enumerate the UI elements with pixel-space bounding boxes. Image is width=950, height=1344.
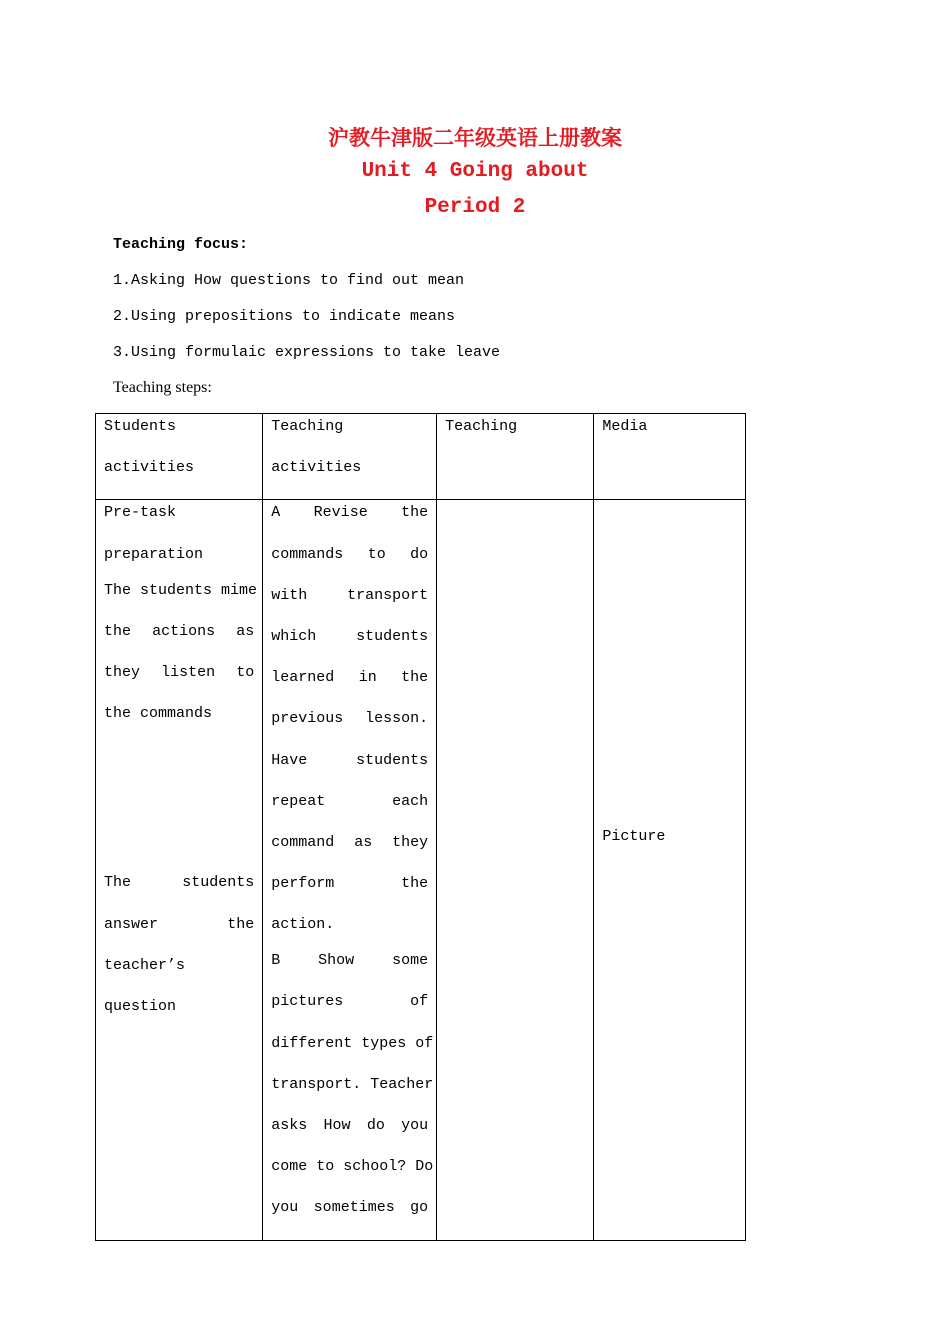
header-text: activities [104, 459, 195, 477]
cell-line: the actions as [104, 622, 255, 640]
header-media [594, 414, 746, 500]
cell-line: Pre-task [104, 504, 177, 522]
document-title-chinese: 沪教牛津版二年级英语上册教案 [328, 125, 622, 150]
focus-item-2: 2.Using prepositions to indicate means [113, 308, 456, 325]
cell-line: command as they [271, 833, 429, 851]
cell-line: the commands [104, 705, 213, 723]
media-picture-label: Picture [602, 828, 666, 846]
teaching-focus-heading: Teaching focus: [113, 236, 249, 253]
cell-line: different types of [271, 1034, 434, 1052]
header-text: Teaching [445, 418, 518, 435]
cell-line: you sometimes go [271, 1199, 429, 1217]
cell-line: perform the [271, 875, 429, 893]
header-teaching-activities [263, 414, 437, 500]
cell-line: Have students [271, 751, 429, 769]
cell-line: answer the [104, 915, 255, 933]
cell-line: come to school? Do [271, 1158, 434, 1176]
cell-line: with transport [271, 586, 429, 604]
teaching-cell [437, 500, 594, 1240]
header-text: activities [271, 459, 362, 477]
cell-line: commands to do [271, 545, 429, 563]
cell-line: asks How do you [271, 1117, 429, 1134]
header-text: Students [104, 418, 177, 435]
cell-line: The students mime [104, 581, 258, 599]
cell-line: pictures of [271, 993, 429, 1011]
period-title: Period 2 [424, 196, 526, 219]
cell-line: action. [271, 916, 335, 934]
table-row [96, 500, 746, 1240]
header-text: Teaching [271, 418, 344, 435]
table-header-row [96, 414, 746, 500]
teaching-steps-table [95, 413, 746, 1241]
cell-line: preparation [104, 545, 204, 563]
cell-line: repeat each [271, 792, 429, 810]
focus-item-1: 1.Asking How questions to find out mean [113, 272, 465, 289]
media-cell [594, 500, 746, 1240]
teaching-activities-cell [263, 500, 437, 1240]
cell-line: which students [271, 627, 429, 645]
cell-line: learned in the [271, 669, 429, 687]
cell-line: The students [104, 874, 255, 892]
cell-line: A Revise the [271, 504, 429, 522]
focus-item-3: 3.Using formulaic expressions to take leave [113, 344, 501, 361]
students-activities-cell [96, 500, 263, 1240]
cell-line: teacher’s [104, 956, 186, 974]
cell-line: B Show some [271, 952, 429, 970]
cell-line: previous lesson. [271, 710, 429, 728]
unit-title: Unit 4 Going about [361, 160, 589, 183]
cell-line: question [104, 997, 177, 1015]
cell-line: transport. Teacher [271, 1075, 434, 1093]
header-students-activities [96, 414, 263, 500]
cell-line: they listen to [104, 663, 255, 681]
teaching-steps-heading: Teaching steps: [113, 379, 212, 396]
header-text: Media [602, 418, 648, 435]
header-teaching [437, 414, 594, 500]
